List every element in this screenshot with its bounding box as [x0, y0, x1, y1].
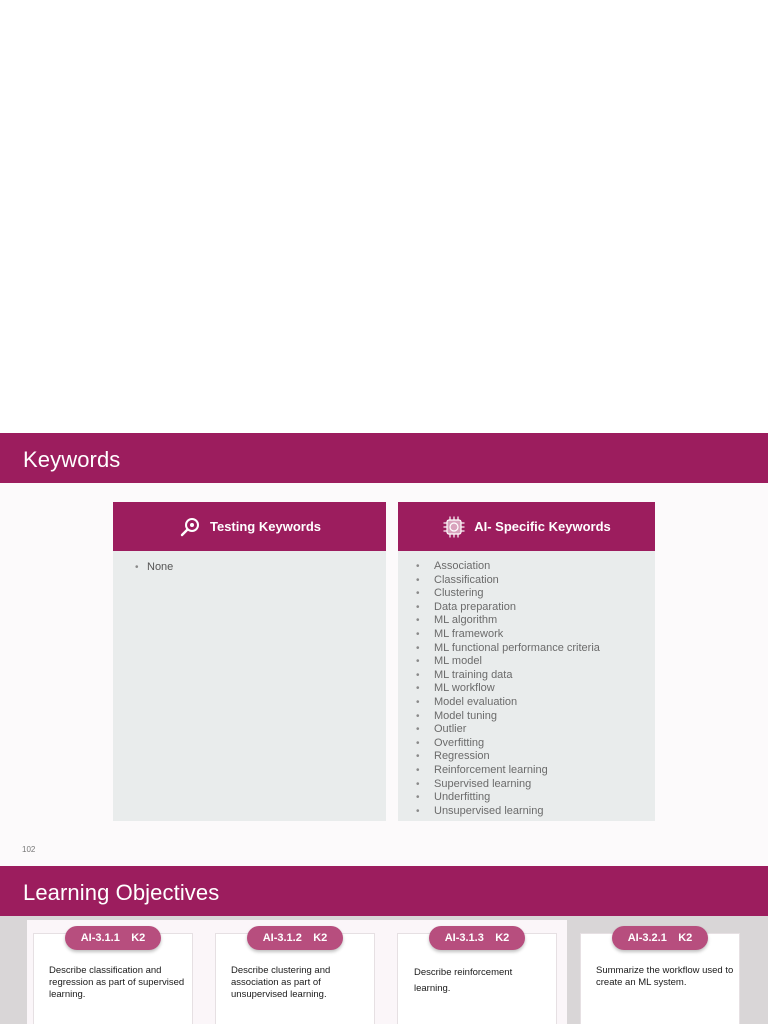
list-item: • Reinforcement learning — [416, 764, 655, 778]
objective-code: AI-3.2.1 — [627, 932, 667, 944]
objective-code: AI-3.1.3 — [444, 932, 484, 944]
list-item: • Model tuning — [416, 710, 655, 724]
list-item: • Underfitting — [416, 791, 655, 805]
objective-level: K2 — [678, 932, 693, 944]
objective-badge — [612, 926, 708, 950]
keywords-slide — [0, 433, 768, 866]
list-item: • Clustering — [416, 587, 655, 601]
magnifier-icon — [178, 515, 202, 539]
page-number: 102 — [22, 845, 36, 854]
list-item: • Unsupervised learning — [416, 805, 655, 819]
panel-header — [113, 502, 386, 551]
list-item: • ML training data — [416, 669, 655, 683]
objective-badge — [65, 926, 161, 950]
list-item: • ML workflow — [416, 682, 655, 696]
objective-level: K2 — [495, 932, 510, 944]
objective-badge — [247, 926, 343, 950]
list-item: • Association — [416, 560, 655, 574]
learning-objectives-slide — [0, 866, 768, 1024]
list-item: • Outlier — [416, 723, 655, 737]
ai-keyword-list — [398, 551, 655, 818]
list-item: • ML model — [416, 655, 655, 669]
panel-heading: AI- Specific Keywords — [474, 519, 611, 534]
objective-code: AI-3.1.2 — [262, 932, 302, 944]
testing-keyword-list — [113, 551, 386, 575]
objective-level: K2 — [313, 932, 328, 944]
ai-keywords-panel — [398, 502, 655, 821]
list-item: • ML functional performance criteria — [416, 642, 655, 656]
list-item: • Model evaluation — [416, 696, 655, 710]
list-item: • None — [135, 561, 386, 575]
list-item: • Regression — [416, 750, 655, 764]
slide-header — [0, 866, 768, 916]
list-item: • Data preparation — [416, 601, 655, 615]
list-item: • Classification — [416, 574, 655, 588]
objective-text: Describe clustering and association as part of unsupervised learning. — [231, 965, 331, 1000]
objective-text: Describe classification and regression as part of supervised learning. — [49, 965, 185, 1000]
objective-text: Summarize the workflow used to create an ML system. — [596, 965, 734, 988]
testing-keywords-panel — [113, 502, 386, 821]
list-item: • ML algorithm — [416, 614, 655, 628]
list-item: • Overfitting — [416, 737, 655, 751]
slide-title: Keywords — [23, 447, 121, 472]
panel-heading: Testing Keywords — [209, 519, 321, 534]
panel-header — [398, 502, 655, 551]
list-item: • ML framework — [416, 628, 655, 642]
list-item: • Supervised learning — [416, 778, 655, 792]
objective-text: Describe reinforcement learning. — [414, 967, 513, 994]
chip-icon — [442, 515, 466, 539]
blank-area — [0, 0, 768, 433]
objective-badge — [429, 926, 525, 950]
slide-header — [0, 433, 768, 483]
objective-code: AI-3.1.1 — [80, 932, 120, 944]
slide-title: Learning Objectives — [23, 880, 220, 905]
objectives-band — [0, 916, 768, 1024]
objective-level: K2 — [131, 932, 146, 944]
